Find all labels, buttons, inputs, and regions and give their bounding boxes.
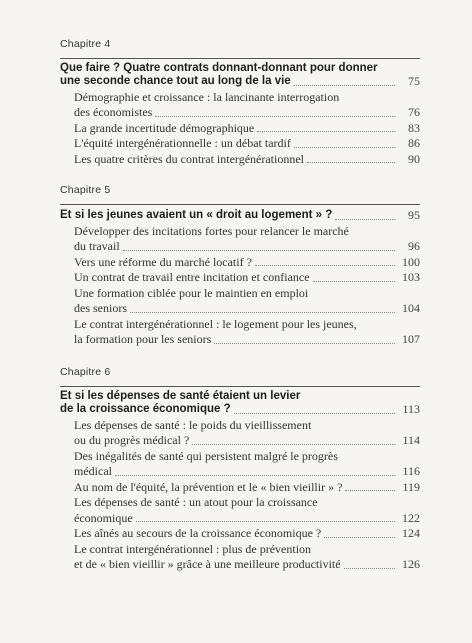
entry-line: Développer des incitations fortes pour relancer le marché <box>74 223 349 238</box>
entry-line: Les dépenses de santé : un atout pour la croissance <box>74 495 318 509</box>
entry-line: des économistes <box>74 105 153 119</box>
toc-entry <box>74 526 420 542</box>
toc-entry <box>74 542 420 573</box>
page-number: 126 <box>402 557 420 571</box>
dot-leader <box>294 85 395 86</box>
page-number: 90 <box>408 151 420 166</box>
dot-leader <box>255 265 395 266</box>
toc-entry <box>74 255 420 271</box>
page-number: 113 <box>402 402 420 416</box>
toc-entry <box>74 152 420 168</box>
chapter-rule <box>60 386 420 387</box>
entry-line: Une formation ciblée pour le maintien en emploi <box>74 285 309 300</box>
entry-line: Démographie et croissance : la lancinante interrogation <box>74 89 340 104</box>
entry-line: et de « bien vieillir » grâce à une meilleure productivité <box>74 557 341 571</box>
page-number: 104 <box>402 301 420 315</box>
dot-leader <box>214 343 395 344</box>
entry-line: Les quatre critères du contrat intergénérationnel <box>74 151 305 166</box>
chapter-6-section <box>60 366 420 573</box>
page-number: 100 <box>402 254 420 269</box>
chapter-title-entry <box>60 208 420 224</box>
entry-line: Un contrat de travail entre incitation et confiance <box>74 270 310 284</box>
chapter-rule <box>60 58 420 59</box>
chapter-rule <box>60 204 420 205</box>
page-number: 116 <box>402 464 420 478</box>
page-number: 86 <box>408 136 420 150</box>
chapter-title-line: une seconde chance tout au long de la vie <box>60 75 291 87</box>
dot-leader <box>324 537 395 538</box>
page-number: 103 <box>402 270 420 284</box>
dot-leader <box>123 250 395 251</box>
page-number: 96 <box>408 239 420 253</box>
dot-leader <box>115 475 395 476</box>
toc-entry <box>74 495 420 526</box>
dot-leader <box>155 116 395 117</box>
section-list <box>60 90 420 168</box>
page-number: 122 <box>402 510 420 525</box>
dot-leader <box>234 413 395 414</box>
entry-line: L'équité intergénérationnelle : un débat tardif <box>74 136 291 150</box>
section-list <box>60 418 420 573</box>
entry-line: des seniors <box>74 301 127 315</box>
chapter-label: Chapitre 4 <box>60 38 111 50</box>
dot-leader <box>294 147 395 148</box>
entry-line: Au nom de l'équité, la prévention et le « bien vieillir » ? <box>74 479 343 494</box>
chapter-label: Chapitre 5 <box>60 184 111 196</box>
dot-leader <box>313 281 395 282</box>
toc-entry <box>74 270 420 286</box>
dot-leader <box>136 521 395 522</box>
toc-entry <box>74 317 420 348</box>
toc-entry <box>74 90 420 121</box>
chapter-title-entry <box>60 390 420 418</box>
entry-line: Des inégalités de santé qui persistent malgré le progrès <box>74 448 338 463</box>
page-number: 83 <box>408 120 420 135</box>
toc-entry <box>74 286 420 317</box>
dot-leader <box>344 568 395 569</box>
entry-line: Les dépenses de santé : le poids du vieillissement <box>74 417 312 432</box>
entry-line: Vers une réforme du marché locatif ? <box>74 254 252 269</box>
section-list <box>60 224 420 348</box>
page-number: 76 <box>408 105 420 119</box>
entry-line: la formation pour les seniors <box>74 332 212 346</box>
entry-line: La grande incertitude démographique <box>74 120 255 135</box>
toc-entry <box>74 480 420 496</box>
entry-line: Les aînés au secours de la croissance économique ? <box>74 526 322 540</box>
entry-line: médical <box>74 464 112 478</box>
chapter-title-line: Et si les jeunes avaient un « droit au logement » ? <box>60 209 333 221</box>
toc-entry <box>74 224 420 255</box>
toc-entry <box>74 449 420 480</box>
entry-line: Le contrat intergénérationnel : le logement pour les jeunes, <box>74 316 357 331</box>
toc-entry <box>74 418 420 449</box>
chapter-label: Chapitre 6 <box>60 366 111 378</box>
chapter-title-line: Et si les dépenses de santé étaient un levier <box>60 390 301 402</box>
page-number: 114 <box>402 433 420 447</box>
dot-leader <box>345 490 395 491</box>
entry-line: ou du progrès médical ? <box>74 433 190 447</box>
dot-leader <box>192 444 395 445</box>
chapter-5-section <box>60 184 420 348</box>
dot-leader <box>307 162 395 163</box>
toc-entry <box>74 136 420 152</box>
page-number: 95 <box>408 208 420 222</box>
dot-leader <box>335 219 395 220</box>
chapter-4-section <box>60 38 420 167</box>
toc-entry <box>74 121 420 137</box>
entry-line: économique <box>74 510 133 525</box>
entry-line: du travail <box>74 239 120 253</box>
chapter-title-line: Que faire ? Quatre contrats donnant-donnant pour donner <box>60 62 378 74</box>
chapter-title-line: de la croissance économique ? <box>60 403 231 415</box>
page-number: 107 <box>402 332 420 346</box>
page-number: 75 <box>408 74 420 88</box>
page-number: 124 <box>402 526 420 540</box>
page-number: 119 <box>402 479 420 494</box>
dot-leader <box>257 131 395 132</box>
chapter-title-entry <box>60 62 420 90</box>
entry-line: Le contrat intergénérationnel : plus de prévention <box>74 541 312 556</box>
dot-leader <box>130 312 395 313</box>
